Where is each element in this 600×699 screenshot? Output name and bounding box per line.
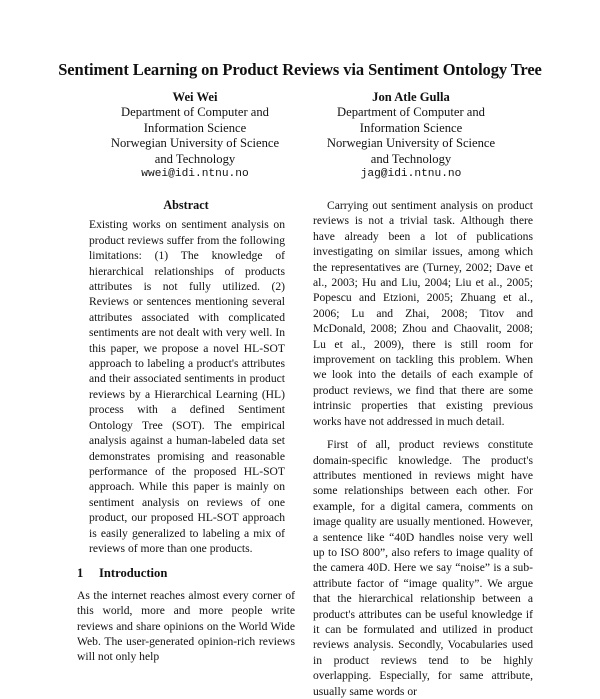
abstract-text: Existing works on sentiment analysis on product reviews suffer from the following limitations: (1) The knowledge of hierarchical relationships of products attributes is not fully utilized. (2) Reviews or sentences mentioning several attributes associated with complicated sentiments are not dealt with very well. In this paper, we propose a novel HL-SOT approach to labeling a product's attributes and their associated sentiments in product reviews by a Hierarchical Learning (HL) process with a defined Sentiment Ontology Tree (SOT). The empirical analysis against a human-labeled data set demonstrates promising and reasonable performance of the proposed HL-SOT approach. While this paper is mainly on sentiment analysis on reviews of one product, our proposed HL-SOT approach is easily generalized to labeling a mix of reviews of more than one products. — [89, 218, 285, 555]
body-paragraph: Carrying out sentiment analysis on product reviews is not a trivial task. Although there have already been a lot of publications investigating on similar issues, among which the representatives are (Turney, 2002; Dave et al., 2003; Hu and Liu, 2004; Liu et al., 2005; Popescu and Etzioni, 2005; Zhuang et al., 2006; Lu and Zhai, 2008; Titov and McDonald, 2008; Zhou and Chaovalit, 2008; Lu et al., 2009), there is still room for improvement on tackling this problem. When we look into the details of each example of product reviews, we find that there are some intrinsic properties that existing previous works have not addressed in much detail. — [313, 199, 533, 428]
author-department: Department of Computer and — [337, 105, 485, 120]
author-name: Jon Atle Gulla — [372, 90, 450, 104]
author-department: Department of Computer and — [121, 105, 269, 120]
author-department: Information Science — [359, 120, 463, 135]
body-paragraph: As the internet reaches almost every corner of this world, more and more people write reviews and share opinions on the World Wide Web. The user-generated opinion-rich reviews will not only help — [77, 588, 295, 664]
author-block — [95, 90, 295, 182]
right-column — [313, 198, 533, 699]
section-title: Introduction — [99, 566, 168, 581]
section-number: 1 — [77, 566, 84, 581]
author-department: Information Science — [143, 120, 247, 135]
author-university: and Technology — [370, 151, 452, 166]
author-block — [311, 90, 511, 182]
section-heading — [77, 566, 295, 581]
author-email: jag@idi.ntnu.no — [360, 168, 462, 181]
author-university: Norwegian University of Science — [110, 136, 280, 151]
author-email: wwei@idi.ntnu.no — [141, 168, 249, 181]
body-paragraph: First of all, product reviews constitute domain-specific knowledge. The product's attributes mentioned in reviews might have some relationships between each other. For example, for a digital camera, comments on image quality are usually mentioned. However, a sentence like “40D handles noise very well up to ISO 800”, also refers to image quality of the camera 40D. Here we say “noise” is a sub-attribute factor of “image quality”. We argue that the hierarchical relationship between a product's attributes can be useful knowledge if it can be formulated and utilized in product reviews analysis. Secondly, Vocabularies used in product reviews tend to be highly overlapping. Especially, for same attribute, usually same words or — [313, 438, 533, 698]
author-university: and Technology — [154, 151, 236, 166]
author-university: Norwegian University of Science — [326, 136, 496, 151]
author-name: Wei Wei — [172, 90, 218, 104]
left-column — [77, 198, 295, 665]
abstract-heading: Abstract — [163, 198, 209, 212]
paper-title: Sentiment Learning on Product Reviews via Sentiment Ontology Tree — [58, 60, 542, 79]
